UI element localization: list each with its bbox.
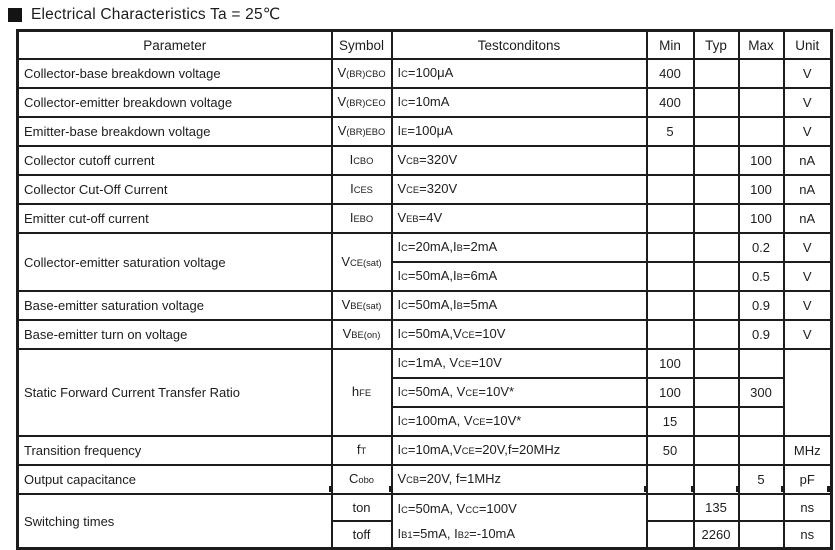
cell-typ bbox=[694, 320, 739, 349]
cell-min: 100 bbox=[647, 378, 694, 407]
cell-min bbox=[647, 175, 694, 204]
cell-max: 100 bbox=[739, 146, 784, 175]
cell-symbol: V(BR)EBO bbox=[332, 117, 392, 146]
cell-conditions: IC=50mA,VCE=10V bbox=[392, 320, 647, 349]
header-typ: Typ bbox=[694, 31, 739, 60]
cell-conditions: VEB=4V bbox=[392, 204, 647, 233]
cell-conditions: IC=100mA, VCE=10V* bbox=[392, 407, 647, 436]
table-row bbox=[18, 233, 832, 262]
cell-symbol: ICES bbox=[332, 175, 392, 204]
header-unit: Unit bbox=[784, 31, 832, 60]
cell-conditions: IB1=5mA, IB2=-10mA bbox=[397, 526, 516, 541]
cell-symbol: hFE bbox=[332, 349, 392, 436]
table-row bbox=[18, 59, 832, 88]
cell-symbol: fT bbox=[332, 436, 392, 465]
cell-unit: V bbox=[784, 233, 832, 262]
cell-symbol: VBE(on) bbox=[332, 320, 392, 349]
cell-max: 0.5 bbox=[739, 262, 784, 291]
cell-typ bbox=[694, 88, 739, 117]
cell-typ: 135 bbox=[694, 494, 739, 521]
cell-parameter: Switching times bbox=[18, 494, 332, 549]
cell-typ bbox=[694, 233, 739, 262]
cell-typ: 2260 bbox=[694, 521, 739, 549]
cell-typ bbox=[694, 349, 739, 378]
cell-typ bbox=[694, 407, 739, 436]
cell-symbol: toff bbox=[332, 521, 392, 549]
cell-unit: nA bbox=[784, 146, 832, 175]
cell-unit: nA bbox=[784, 175, 832, 204]
cell-symbol: V(BR)CBO bbox=[332, 59, 392, 88]
cell-symbol: VCE(sat) bbox=[332, 233, 392, 291]
cell-min bbox=[647, 320, 694, 349]
cell-unit: V bbox=[784, 291, 832, 320]
cell-min bbox=[647, 521, 694, 549]
table-row bbox=[18, 320, 832, 349]
cell-conditions: IE=100μA bbox=[392, 117, 647, 146]
cell-parameter: Collector-emitter breakdown voltage bbox=[18, 88, 332, 117]
cell-min bbox=[647, 494, 694, 521]
cell-typ bbox=[694, 262, 739, 291]
cell-parameter: Collector-emitter saturation voltage bbox=[18, 233, 332, 291]
cell-min bbox=[647, 233, 694, 262]
cell-unit: ns bbox=[784, 494, 832, 521]
cell-unit: V bbox=[784, 59, 832, 88]
section-title bbox=[8, 5, 280, 24]
cell-max bbox=[739, 117, 784, 146]
header-parameter: Parameter bbox=[18, 31, 332, 60]
cell-typ bbox=[694, 117, 739, 146]
cell-min: 50 bbox=[647, 436, 694, 465]
table-header-row bbox=[18, 31, 832, 60]
cell-max: 0.2 bbox=[739, 233, 784, 262]
cell-parameter: Base-emitter turn on voltage bbox=[18, 320, 332, 349]
table-row bbox=[18, 88, 832, 117]
cell-symbol: IEBO bbox=[332, 204, 392, 233]
cell-typ bbox=[694, 59, 739, 88]
cell-max bbox=[739, 349, 784, 378]
table-row bbox=[18, 436, 832, 465]
section-title-text: Electrical Characteristics Ta = 25℃ bbox=[31, 6, 281, 23]
cell-unit: V bbox=[784, 88, 832, 117]
cell-parameter: Collector-base breakdown voltage bbox=[18, 59, 332, 88]
cell-unit: pF bbox=[784, 465, 832, 494]
cell-parameter: Collector Cut-Off Current bbox=[18, 175, 332, 204]
cell-unit bbox=[784, 349, 832, 436]
cell-min bbox=[647, 146, 694, 175]
cell-conditions-merged bbox=[392, 494, 647, 549]
cell-unit: V bbox=[784, 117, 832, 146]
cell-symbol: ICBO bbox=[332, 146, 392, 175]
cell-conditions: VCE=320V bbox=[392, 175, 647, 204]
cell-min: 100 bbox=[647, 349, 694, 378]
cell-typ bbox=[694, 465, 739, 494]
cell-conditions: IC=20mA,IB=2mA bbox=[392, 233, 647, 262]
cell-max bbox=[739, 88, 784, 117]
cell-typ bbox=[694, 175, 739, 204]
cell-max bbox=[739, 494, 784, 521]
cell-unit: MHz bbox=[784, 436, 832, 465]
cell-min: 400 bbox=[647, 59, 694, 88]
header-min: Min bbox=[647, 31, 694, 60]
cell-conditions: IC=10mA bbox=[392, 88, 647, 117]
electrical-characteristics-table bbox=[16, 29, 833, 550]
cell-unit: ns bbox=[784, 521, 832, 549]
cell-parameter: Emitter-base breakdown voltage bbox=[18, 117, 332, 146]
cell-typ bbox=[694, 204, 739, 233]
cell-min bbox=[647, 204, 694, 233]
cell-max: 300 bbox=[739, 378, 784, 407]
table-row bbox=[18, 204, 832, 233]
cell-max bbox=[739, 59, 784, 88]
table-row bbox=[18, 117, 832, 146]
cell-max: 100 bbox=[739, 175, 784, 204]
table-row bbox=[18, 349, 832, 378]
cell-conditions: IC=50mA, VCC=100V bbox=[397, 501, 517, 516]
cell-conditions: VCB=320V bbox=[392, 146, 647, 175]
header-testconditions: Testconditons bbox=[392, 31, 647, 60]
table-row bbox=[18, 494, 832, 521]
cell-max: 0.9 bbox=[739, 291, 784, 320]
cell-conditions: IC=10mA,VCE=20V,f=20MHz bbox=[392, 436, 647, 465]
cell-typ bbox=[694, 378, 739, 407]
cell-max bbox=[739, 436, 784, 465]
cell-symbol: Cobo bbox=[332, 465, 392, 494]
cell-conditions: IC=50mA,IB=5mA bbox=[392, 291, 647, 320]
table-row bbox=[18, 465, 832, 494]
table-row bbox=[18, 175, 832, 204]
cell-unit: V bbox=[784, 262, 832, 291]
cell-min: 15 bbox=[647, 407, 694, 436]
cell-conditions: IC=100μA bbox=[392, 59, 647, 88]
cell-max bbox=[739, 407, 784, 436]
cell-symbol: ton bbox=[332, 494, 392, 521]
cell-conditions: IC=50mA,IB=6mA bbox=[392, 262, 647, 291]
black-square-icon bbox=[8, 8, 22, 22]
cell-unit: V bbox=[784, 320, 832, 349]
cell-conditions: IC=1mA, VCE=10V bbox=[392, 349, 647, 378]
cell-max: 100 bbox=[739, 204, 784, 233]
cell-conditions: VCB=20V, f=1MHz bbox=[392, 465, 647, 494]
cell-parameter: Transition frequency bbox=[18, 436, 332, 465]
table-row bbox=[18, 291, 832, 320]
cell-parameter: Collector cutoff current bbox=[18, 146, 332, 175]
header-symbol: Symbol bbox=[332, 31, 392, 60]
cell-typ bbox=[694, 436, 739, 465]
cell-parameter: Output capacitance bbox=[18, 465, 332, 494]
table-row bbox=[18, 146, 832, 175]
cell-parameter: Static Forward Current Transfer Ratio bbox=[18, 349, 332, 436]
cell-min: 400 bbox=[647, 88, 694, 117]
cell-parameter: Base-emitter saturation voltage bbox=[18, 291, 332, 320]
cell-symbol: VBE(sat) bbox=[332, 291, 392, 320]
cell-min bbox=[647, 291, 694, 320]
cell-typ bbox=[694, 146, 739, 175]
cell-max bbox=[739, 521, 784, 549]
cell-min: 5 bbox=[647, 117, 694, 146]
cell-conditions: IC=50mA, VCE=10V* bbox=[392, 378, 647, 407]
cell-parameter: Emitter cut-off current bbox=[18, 204, 332, 233]
cell-symbol: V(BR)CEO bbox=[332, 88, 392, 117]
cell-max: 5 bbox=[739, 465, 784, 494]
cell-max: 0.9 bbox=[739, 320, 784, 349]
header-max: Max bbox=[739, 31, 784, 60]
cell-unit: nA bbox=[784, 204, 832, 233]
cell-min bbox=[647, 465, 694, 494]
cell-min bbox=[647, 262, 694, 291]
cell-typ bbox=[694, 291, 739, 320]
